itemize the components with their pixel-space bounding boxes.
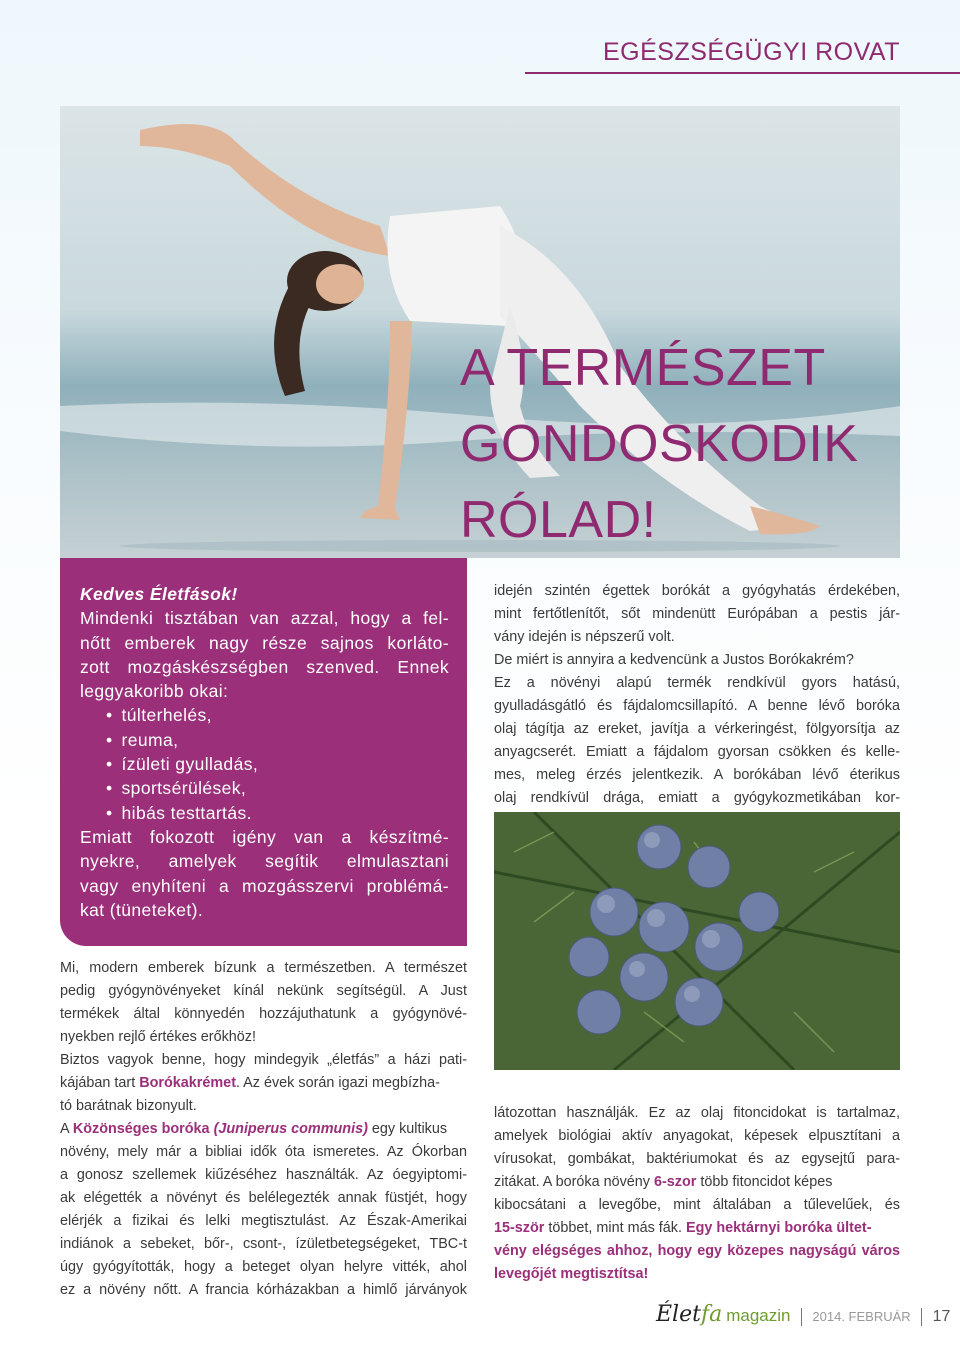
intro-closing-line: kat (tüneteket). (80, 899, 204, 920)
cause-item: • hibás testtartás. (106, 801, 449, 825)
body-line: tó barátnak bizonyult. (60, 1098, 197, 1114)
magazine-logo-part1: Élet (656, 1302, 701, 1327)
body-line: ak elégették a növényt és belélegezték annak füstjét, hogy (60, 1190, 467, 1206)
body-text: . Az évek során igazi megbízha- (235, 1075, 440, 1091)
right-column-top (494, 580, 900, 810)
body-line: Biztos vagyok benne, hogy mindegyik „életfás” a házi pati- (60, 1052, 467, 1068)
issue-date: 2014. FEBRUÁR (812, 1309, 911, 1324)
body-line: vány idején is népszerű volt. (494, 629, 675, 645)
cause-item: • reuma, (106, 728, 449, 752)
body-line: úgy gyógyították, hogy a beteget olyan helyre vitték, ahol (60, 1259, 467, 1275)
body-line: mes, meleg érzés jelentkezik. A borókában lévő éterikus (494, 767, 900, 783)
highlight-sentence: Egy hektárnyi boróka ültet- (685, 1220, 872, 1236)
body-line: De miért is annyira a kedvencünk a Justos Borókakrém? (494, 652, 854, 668)
body-line (60, 1118, 467, 1141)
title-line-1: A TERMÉSZET (460, 339, 826, 397)
body-line (60, 1072, 467, 1095)
body-line: kibocsátani a levegőbe, mint általában a tűlevelűek, és (494, 1197, 900, 1213)
body-text: kájában tart (60, 1075, 140, 1091)
plant-name: Közönséges boróka (72, 1121, 210, 1137)
section-divider (525, 72, 960, 74)
body-line: gyulladásgátló és fájdalomcsillapító. A benne lévő boróka (494, 698, 900, 714)
body-line: vírusokat, gombákat, baktériumokat és az egysejtű para- (494, 1151, 900, 1167)
intro-box (60, 558, 467, 946)
highlight-sentence: levegőjét megtisztítsa! (494, 1266, 649, 1282)
body-line: ez a növény nőtt. A francia kórházakban a himlő járványok (60, 1282, 467, 1298)
body-line: mint fertőtlenítőt, sőt mindenütt Európában a pestis jár- (494, 606, 900, 622)
intro-line: zott mozgáskészségben szenved. Ennek (80, 656, 449, 677)
body-text: egy kultikus (367, 1121, 448, 1137)
page-number: 17 (932, 1308, 951, 1325)
body-line: termékek által könnyedén hozzájuthatunk a gyógynövé- (60, 1006, 467, 1022)
cause-item: • túlterhelés, (106, 703, 449, 727)
magazine-logo-part2: fa (700, 1302, 723, 1327)
intro-closing-line: Emiatt fokozott igény van a készítmé- (80, 826, 449, 847)
latin-name: (Juniperus communis) (213, 1121, 368, 1137)
body-text: zitákat. A boróka növény (494, 1174, 654, 1190)
juniper-photo (494, 812, 900, 1070)
right-column-bottom (494, 1102, 900, 1286)
left-column (60, 957, 467, 1302)
body-line (494, 1217, 900, 1240)
highlight-sentence: vény elégséges ahhoz, hogy egy közepes nagyságú város (494, 1243, 900, 1259)
page-footer (656, 1302, 950, 1332)
cause-item: • ízületi gyulladás, (106, 752, 449, 776)
body-text: többet, mint más fák. (544, 1220, 686, 1236)
intro-greeting: Kedves Életfások! (80, 584, 238, 604)
body-line: amelyek biológiai aktív anyagokat, képesek elpusztítani a (494, 1128, 900, 1144)
body-line: nyekben rejlő értékes erőkhöz! (60, 1029, 256, 1045)
section-title: EGÉSZSÉGÜGYI ROVAT (602, 38, 900, 66)
body-line: indiánok a sebeket, bőr-, csont-, ízületbetegségeket, TBC-t (60, 1236, 467, 1252)
body-line: olaj tágítja az ereket, javítja a vérkeringést, fölgyorsítja az (494, 721, 900, 737)
body-line: Ez a növényi alapú termék rendkívül gyors hatású, (494, 675, 900, 691)
body-line: olaj rendkívül drága, emiatt a gyógykozmetikában kor- (494, 790, 900, 806)
intro-line: leggyakoribb okai: (80, 681, 229, 702)
product-name: Borókakrémet (139, 1075, 236, 1091)
intro-line: Mindenki tisztában van azzal, hogy a fel- (80, 608, 449, 629)
title-line-3: RÓLAD! (460, 491, 657, 549)
body-line: a gonosz szellemek kiűzéséhez használták. Az óegyiptomi- (60, 1167, 467, 1183)
footer-divider (921, 1308, 922, 1326)
body-line: anyagcserét. Emiatt a fájdalom gyorsan csökken és kelle- (494, 744, 900, 760)
body-line: pedig gyógynövényeket kínál nekünk segítségül. A Just (60, 983, 467, 999)
cause-item: • sportsérülések, (106, 776, 449, 800)
intro-closing-line: vagy enyhíteni a mozgásszervi problémá- (80, 875, 449, 896)
footer-divider (801, 1308, 802, 1326)
body-text: A (60, 1121, 73, 1137)
body-line: idején szintén égettek borókát a gyógyhatás érdekében, (494, 583, 900, 599)
body-line: Mi, modern emberek bízunk a természetben. A természet (60, 960, 467, 976)
intro-closing-line: nyekre, amelyek segítik elmulasztani (80, 851, 449, 872)
body-line: látozottan használják. Ez az olaj fitoncidokat is tartalmaz, (494, 1105, 900, 1121)
intro-line: nőtt emberek nagy része sajnos korláto- (80, 632, 449, 653)
title-line-2: GONDOSKODIK (460, 415, 859, 473)
body-line: elérjék a fizikai és lelki megtisztulást. Az Észak-Amerikai (60, 1213, 467, 1229)
cause-list (80, 703, 449, 824)
article-title (460, 330, 900, 558)
body-line (494, 1171, 900, 1194)
highlight-6x: 6-szor (654, 1174, 697, 1190)
body-line: növény, mely már a bibliai idők óta ismeretes. Az Ókorban (60, 1144, 467, 1160)
body-text: több fitoncidot képes (696, 1174, 833, 1190)
highlight-15x: 15-ször (494, 1220, 545, 1236)
magazine-logo-part3: magazin (726, 1306, 791, 1325)
